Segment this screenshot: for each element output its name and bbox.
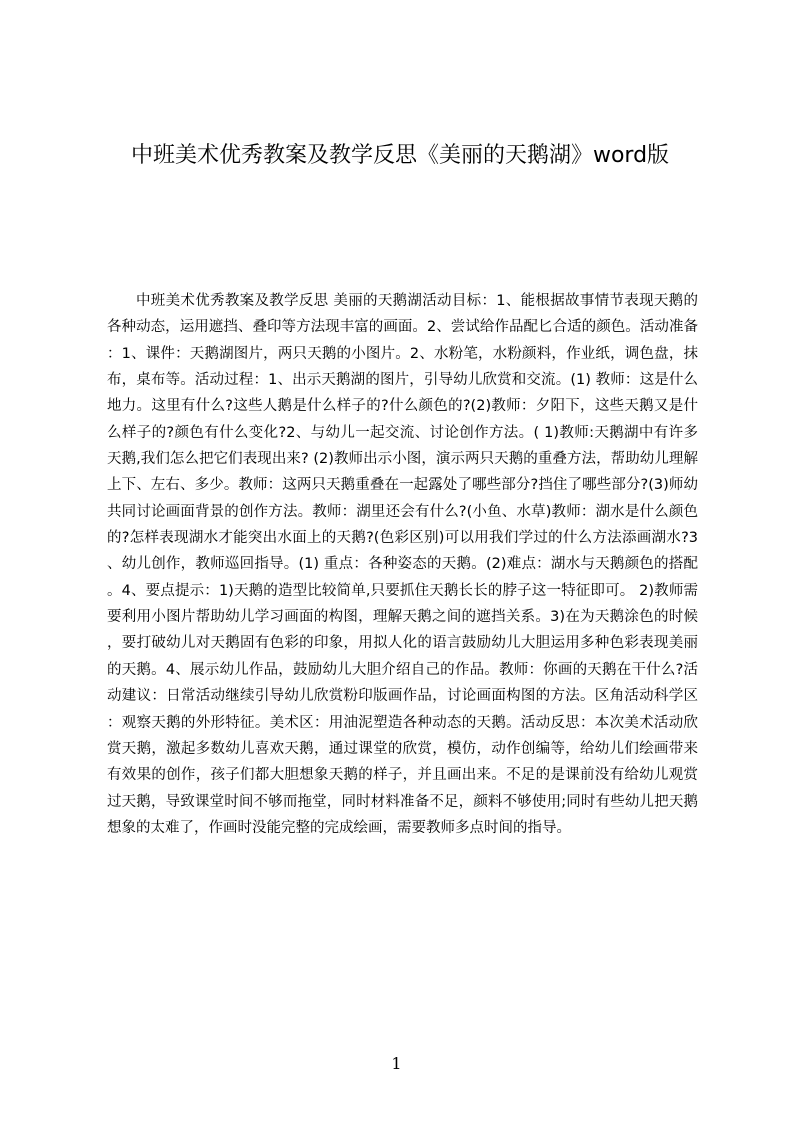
body-paragraph: 中班美术优秀教案及教学反思 美丽的天鹅湖活动目标：1、能根据故事情节表现天鹅的各种动态，运用遮挡、叠印等方法现丰富的画面。2、尝试给作品配匕合适的颜色。活动准备：1、课件：天鹅湖图片，两只天鹅的小图片。2、水粉笔，水粉颜料，作业纸，调色盘，抹布，桌布等。活动过程：1、出示天鹅湖的图片，引导幼儿欣赏和交流。(1) 教师：这是什么地力。这里有什么?这些人鹅是什么样子的?什么颜色的?(2)教师：夕阳下，这些天鹅又是什么样子的?颜色有什么变化?2、与幼儿一起交流、讨论创作方法。( 1)教师:天鹅湖中有许多天鹅,我们怎么把它们表现出来? (2)教师出示小图，演示两只天鹅的重叠方法，帮助幼儿理解上下、左右、多少。教师：这两只天鹅重叠在一起露处了哪些部分?挡住了哪些部分?(3)师幼共同讨论画面背景的创作方法。教师：湖里还会有什么?(小鱼、水草)教师：湖水是什么颜色的?怎样表现湖水才能突出水面上的天鹅?(色彩区别)可以用我们学过的什么方法添画湖水?3、幼儿创作，教师巡回指导。(1) 重点：各种姿态的天鹅。(2)难点：湖水与天鹅颜色的搭配。4、要点提示：1)天鹅的造型比较简单,只要抓住天鹅长长的脖子这一特征即可。 2)教师需要利用小图片帮助幼儿学习画面的构图，理解天鹅之间的遮挡关系。3)在为天鹅涂色的时候，要打破幼儿对天鹅固有色彩的印象，用拟人化的语言鼓励幼儿大胆运用多种色彩表现美丽的天鹅。4、展示幼儿作品，鼓励幼儿大胆介绍自己的作品。教师：你画的天鹅在干什么?活动建议：日常活动继续引导幼儿欣赏粉印版画作品，讨论画面构图的方法。区角活动科学区：观察天鹅的外形特征。美术区：用油泥塑造各种动态的天鹅。活动反思：本次美术活动欣赏天鹅，激起多数幼儿喜欢天鹅，通过课堂的欣赏，模仿，动作创编等，给幼儿们绘画带来有效果的创作，孩子们都大胆想象天鹅的样子，并且画出来。不足的是课前没有给幼儿观赏过天鹅，导致课堂时间不够而拖堂，同时材料准备不足，颜料不够使用;同时有些幼儿把天鹅想象的太难了，作画时没能完整的完成绘画，需要教师多点时间的指导。 bbox=[107, 293, 698, 836]
document-title: 中班美术优秀教案及教学反思《美丽的天鹅湖》word版 bbox=[130, 143, 670, 168]
document-body bbox=[107, 288, 698, 908]
page-number: 1 bbox=[391, 1054, 402, 1073]
